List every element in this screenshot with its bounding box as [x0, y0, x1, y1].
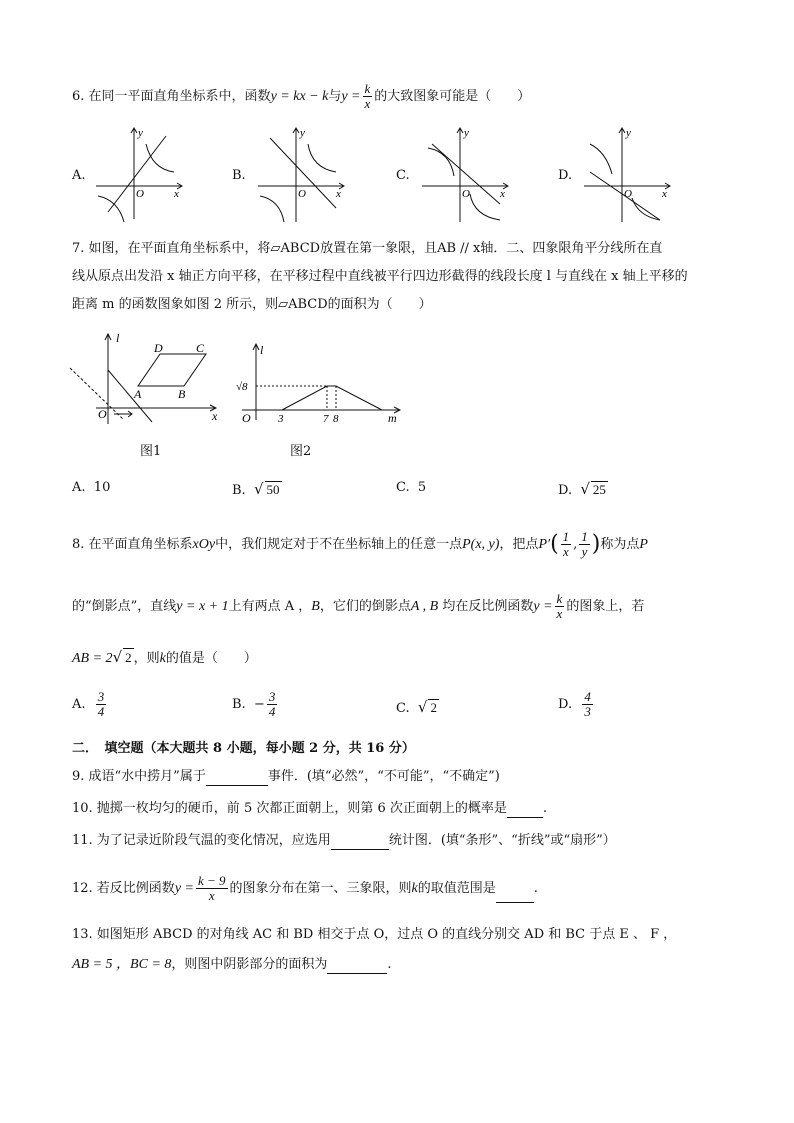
q10-answer-blank[interactable]: [507, 803, 543, 818]
q8-option-b[interactable]: B. − $\frac{3}{4}$: [232, 689, 276, 719]
origin-label: O: [624, 188, 632, 200]
origin-label: O: [136, 188, 144, 200]
fig1-point-d: D: [154, 341, 163, 355]
axis-x-label: x: [662, 188, 667, 200]
fig2-l-label: l: [260, 343, 264, 357]
sqrt-icon: √: [580, 480, 590, 498]
q10: 10. 抛掷一枚均匀的硬币，前 5 次都正面朝上，则第 6 次正面朝上的概率是 .: [72, 801, 548, 816]
origin-label: O: [298, 188, 306, 200]
q8-line3: AB = 2√ 2 ，则k的值是（ ）: [72, 648, 257, 666]
q13-line2: AB = 5 ，BC = 8，则图中阴影部分的面积为 .: [72, 957, 392, 972]
q6-graph-c: [414, 124, 514, 224]
sqrt-icon: √: [253, 480, 264, 498]
fig2-caption: 图2: [290, 444, 312, 459]
q7-option-a[interactable]: A. 10: [72, 480, 111, 495]
q6-option-d-label[interactable]: D.: [558, 168, 573, 183]
fig2-origin: O: [242, 411, 251, 425]
q8-option-d[interactable]: D. $\frac{4}{3}$: [558, 689, 591, 719]
q9-answer-blank[interactable]: [206, 771, 268, 786]
q12-answer-blank[interactable]: [496, 888, 534, 903]
q6-graph-b: [250, 124, 350, 224]
fig2-m-label: m: [388, 411, 397, 425]
q7-line1: 7. 如图，在平面直角坐标系中，将▱ABCD放置在第一象限，且AB // x轴．二、四象限角平分线所在直: [72, 241, 663, 256]
q6-graph-a: [88, 124, 188, 224]
q12: 12. 若反比例函数y = $\frac{k - 9}{x}$ 的图象分布在第一、三象限，则k的取值范围是 .: [72, 873, 538, 903]
q13-line1: 13. 如图矩形 ABCD 的对角线 AC 和 BD 相交于点 O，过点 O 的直线分别交 AD 和 BC 于点 E 、 F ，: [72, 927, 677, 942]
fig1-l-label: l: [116, 331, 120, 345]
q8-line1: 8. 在平面直角坐标系xOy中，我们规定对于不在坐标轴上的任意一点P(x, y)，把点P′( $\frac{1}{x}$ , $\frac{1}{y}$ )称为点P: [72, 529, 648, 559]
fig1-caption: 图1: [140, 444, 162, 459]
axis-y-label: y: [138, 127, 143, 139]
fig2-tick-7: 7: [323, 413, 329, 425]
q8-option-c[interactable]: C. √ 2: [396, 698, 437, 716]
q8-line2: 的“倒影点”，直线y = x + 1上有两点 A ，B，它们的倒影点A , B 均在反比例函数y = $\frac{k}{x}$ 的图象上，若: [72, 591, 645, 621]
axis-y-label: y: [464, 127, 469, 139]
sqrt-icon: √: [112, 648, 123, 666]
fig2-tick-3: 3: [278, 413, 284, 425]
q6-stem: 6. 在同一平面直角坐标系中，函数y = kx − k与y = $\frac{k}{x}$ 的大致图象可能是（ ）: [72, 81, 531, 111]
axis-x-label: x: [500, 188, 505, 200]
axis-y-label: y: [626, 127, 631, 139]
q7-figure-1: [66, 328, 226, 428]
axis-y-label: y: [300, 127, 305, 139]
fig2-tick-8: 8: [333, 413, 339, 425]
q8-option-a[interactable]: A. $\frac{3}{4}$: [72, 689, 105, 719]
q6-fraction: $\frac{k}{x}$: [364, 81, 371, 111]
q6-option-a-label[interactable]: A.: [72, 168, 86, 183]
q7-option-b[interactable]: B. √ 50: [232, 480, 280, 498]
q7-figure-2: [232, 340, 412, 430]
q13-answer-blank[interactable]: [327, 959, 387, 974]
fig2-sqrt8-tick: √8: [236, 381, 248, 393]
q11-answer-blank[interactable]: [331, 835, 389, 850]
q7-line3: 距离 m 的函数图象如图 2 所示，则▱ABCD的面积为（ ）: [72, 297, 432, 312]
fig1-point-b: B: [178, 387, 186, 401]
q6-option-b-label[interactable]: B.: [232, 168, 246, 183]
q7-line2: 线从原点出发沿 x 轴正方向平移，在平移过程中直线被平行四边形截得的线段长度 l 与直线在 x 轴上平移的: [72, 269, 688, 284]
axis-x-label: x: [174, 188, 179, 200]
q6-formula1: y = kx − k: [270, 89, 329, 104]
q6-number: 6.: [72, 89, 85, 104]
q7-option-c[interactable]: C. 5: [396, 480, 427, 495]
q6-graph-d: [576, 124, 676, 224]
q6-option-c-label[interactable]: C.: [396, 168, 410, 183]
fig1-point-a: A: [134, 387, 142, 401]
q11: 11. 为了记录近阶段气温的变化情况，应选用 统计图．(填“条形”、“折线”或“扇形”）: [72, 833, 616, 848]
origin-label: O: [462, 188, 470, 200]
q7-option-d[interactable]: D. √ 25: [558, 480, 606, 498]
fig1-x-label: x: [212, 409, 218, 423]
fig1-origin: O: [98, 407, 107, 421]
fig1-point-c: C: [196, 341, 205, 355]
sqrt-icon: √: [417, 698, 428, 716]
axis-x-label: x: [336, 188, 341, 200]
section-2-heading: 二． 填空题（本大题共 8 小题，每小题 2 分，共 16 分）: [72, 741, 415, 756]
q9: 9. 成语“水中捞月”属于 事件．(填“必然”，“不可能”，“不确定”): [72, 769, 500, 784]
